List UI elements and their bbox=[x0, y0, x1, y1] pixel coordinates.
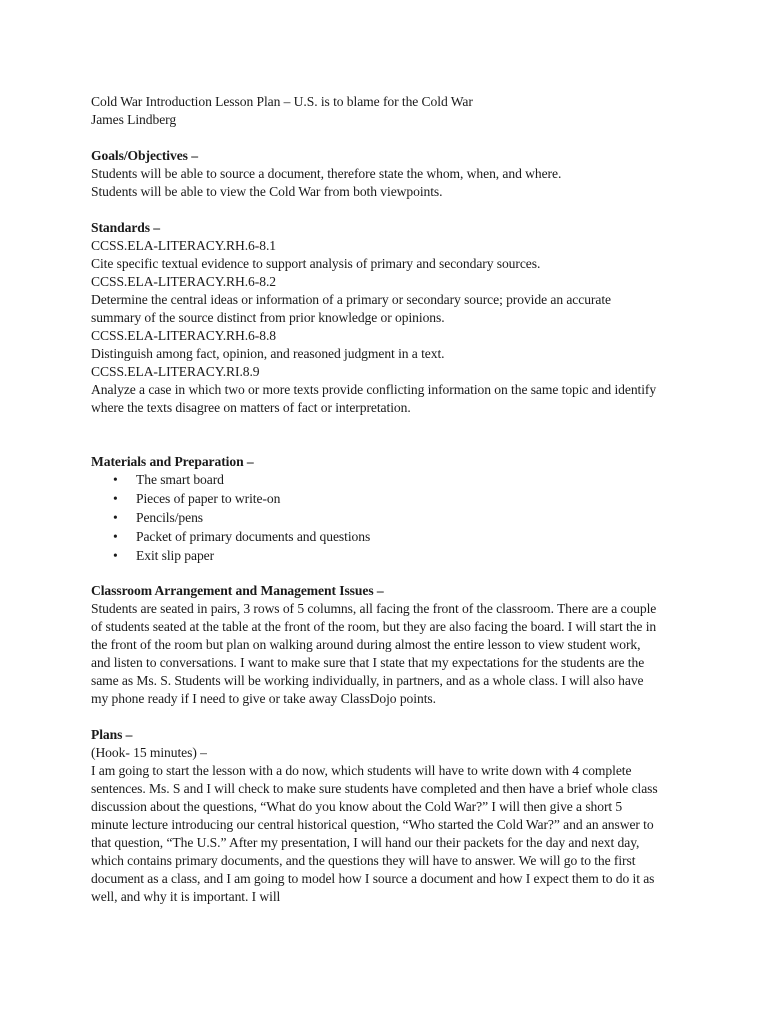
material-item: Pencils/pens bbox=[136, 510, 204, 525]
plans-paragraph: I am going to start the lesson with a do now, which students will have to write down with 4 complete sentences. Ms. S and I will check to make sure students have completed and then have a brief whole class discussion about the questions, “What do you know about the Cold War?” I will then give a short 5 minute lecture introducing our central historical question, “Who started the Cold War?” and an answer to that question, “The U.S.” After my presentation, I will hand our their packets for the day and next day, which contains primary documents, and the questions they will have to answer. We will go to the first document as a class, and I am going to model how I source a document and how I expect them to do it as well, and why it is important. I will bbox=[91, 763, 658, 904]
list-item bbox=[91, 528, 661, 547]
list-item bbox=[91, 509, 661, 528]
materials-heading: Materials and Preparation – bbox=[91, 454, 254, 469]
document-title: Cold War Introduction Lesson Plan – U.S. is to blame for the Cold War bbox=[91, 94, 473, 109]
standard-description: Analyze a case in which two or more texts provide conflicting information on the same topic and identify where the texts disagree on matters of fact or interpretation. bbox=[91, 382, 657, 415]
bullet-icon: • bbox=[113, 472, 118, 487]
standard-code: CCSS.ELA-LITERACY.RH.6-8.2 bbox=[91, 274, 276, 289]
standard-code: CCSS.ELA-LITERACY.RH.6-8.1 bbox=[91, 238, 276, 253]
list-item bbox=[91, 471, 661, 490]
goal-line: Students will be able to source a document, therefore state the whom, when, and where. bbox=[91, 166, 562, 181]
bullet-icon: • bbox=[113, 510, 118, 525]
list-item bbox=[91, 490, 661, 509]
bullet-icon: • bbox=[113, 491, 118, 506]
document-author: James Lindberg bbox=[91, 112, 177, 127]
standards-heading: Standards – bbox=[91, 220, 161, 235]
standard-code: CCSS.ELA-LITERACY.RI.8.9 bbox=[91, 364, 260, 379]
standard-description: Cite specific textual evidence to support analysis of primary and secondary sources. bbox=[91, 256, 541, 271]
standard-code: CCSS.ELA-LITERACY.RH.6-8.8 bbox=[91, 328, 276, 343]
goals-heading: Goals/Objectives – bbox=[91, 148, 198, 163]
classroom-paragraph: Students are seated in pairs, 3 rows of 5 columns, all facing the front of the classroom. There are a couple of students seated at the table at the front of the room, but they are also facing the board. I will start the in the front of the room but plan on walking around during almost the entire lesson to view student work, and listen to conversations. I want to make sure that I state that my expectations for the students are the same as Ms. S. Students will be working individually, in partners, and as a whole class. I will also have my phone ready if I need to give or take away ClassDojo points. bbox=[91, 601, 657, 706]
standard-description: Determine the central ideas or information of a primary or secondary source; provide an accurate summary of the source distinct from prior knowledge or opinions. bbox=[91, 292, 611, 325]
bullet-icon: • bbox=[113, 529, 118, 544]
standard-description: Distinguish among fact, opinion, and reasoned judgment in a text. bbox=[91, 346, 445, 361]
material-item: Pieces of paper to write-on bbox=[136, 491, 281, 506]
material-item: Packet of primary documents and questions bbox=[136, 529, 371, 544]
plans-subheading: (Hook- 15 minutes) – bbox=[91, 745, 207, 760]
goal-line: Students will be able to view the Cold War from both viewpoints. bbox=[91, 184, 443, 199]
classroom-heading: Classroom Arrangement and Management Issues – bbox=[91, 583, 384, 598]
materials-list bbox=[91, 471, 661, 566]
plans-heading: Plans – bbox=[91, 727, 133, 742]
lesson-plan-document bbox=[91, 93, 661, 906]
list-item bbox=[91, 547, 661, 566]
bullet-icon: • bbox=[113, 548, 118, 563]
material-item: The smart board bbox=[136, 472, 224, 487]
material-item: Exit slip paper bbox=[136, 548, 215, 563]
